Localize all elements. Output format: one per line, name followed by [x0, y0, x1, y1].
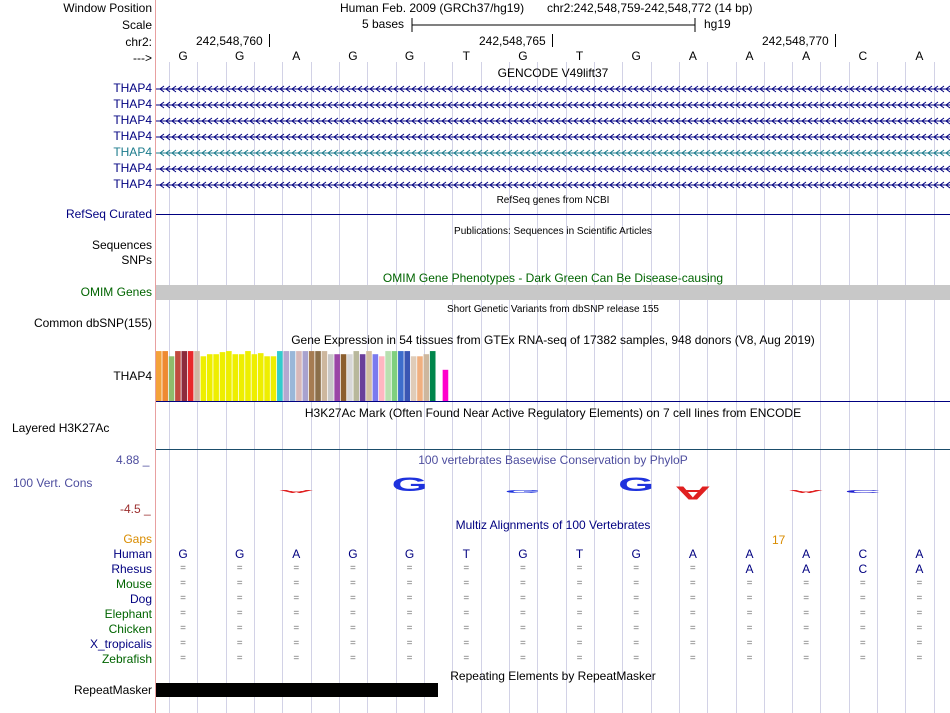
multiz-base: A	[745, 562, 754, 576]
gtex-tissue-bar[interactable]	[169, 356, 175, 401]
multiz-base: =	[803, 593, 810, 604]
multiz-base: =	[689, 653, 696, 664]
multiz-base: =	[406, 578, 413, 589]
gtex-tissue-bar[interactable]	[309, 351, 315, 401]
gtex-tissue-bar[interactable]	[188, 351, 194, 401]
scale-bar	[410, 16, 700, 34]
gencode-title: GENCODE V49lift37	[497, 66, 609, 80]
multiz-base: =	[519, 608, 526, 619]
multiz-base: =	[180, 593, 186, 604]
multiz-base: =	[633, 563, 640, 574]
multiz-base: =	[803, 623, 810, 634]
gtex-tissue-bar[interactable]	[201, 356, 207, 401]
multiz-base: =	[180, 653, 186, 664]
multiz-base: G	[631, 547, 641, 561]
gtex-tissue-bar[interactable]	[207, 354, 213, 401]
sequence-base: A	[915, 49, 924, 63]
multiz-base: =	[406, 593, 413, 604]
multiz-base: =	[916, 653, 923, 664]
multiz-species-label[interactable]: Chicken	[108, 622, 152, 636]
gtex-tissue-bar[interactable]	[162, 351, 168, 401]
multiz-base: =	[746, 578, 753, 589]
gencode-transcript-label[interactable]: THAP4	[113, 97, 152, 111]
multiz-base: =	[689, 563, 696, 574]
multiz-base: =	[803, 578, 810, 589]
publications-snps-label[interactable]: SNPs	[121, 253, 152, 267]
gtex-tissue-bar[interactable]	[341, 354, 347, 401]
gtex-label[interactable]: THAP4	[113, 369, 152, 383]
multiz-base: =	[463, 608, 470, 619]
multiz-base: T	[575, 547, 584, 561]
multiz-base: =	[519, 653, 526, 664]
gtex-tissue-bar[interactable]	[220, 352, 226, 401]
gtex-tissue-bar[interactable]	[360, 354, 366, 401]
gtex-tissue-bar[interactable]	[290, 351, 296, 401]
gap-count: 17	[772, 533, 786, 547]
sequence-base: T	[462, 49, 470, 63]
multiz-base: =	[859, 593, 866, 604]
multiz-species-label[interactable]: Human	[113, 547, 152, 561]
refseq-label[interactable]: RefSeq Curated	[65, 207, 152, 221]
omim-feature-bar[interactable]	[156, 285, 950, 300]
multiz-base: C	[858, 562, 868, 576]
scale-label: Scale	[121, 18, 152, 32]
multiz-base: =	[463, 623, 470, 634]
multiz-base: =	[350, 593, 356, 604]
gencode-transcript-label[interactable]: THAP4	[113, 177, 152, 191]
phylop-base-logo: G	[504, 487, 509, 493]
gencode-transcript-label[interactable]: THAP4	[113, 145, 152, 159]
multiz-base: =	[746, 608, 753, 619]
multiz-base: =	[463, 578, 470, 589]
gtex-tissue-bar[interactable]	[366, 351, 372, 401]
phylop-base-logo: A	[278, 487, 282, 493]
multiz-base: =	[633, 638, 640, 649]
multiz-base: =	[576, 638, 583, 649]
phylop-base-logo: C	[844, 487, 849, 493]
multiz-base: =	[746, 593, 753, 604]
multiz-base: =	[746, 638, 753, 649]
chrom-label: chr2:	[125, 35, 152, 49]
gtex-tissue-bar[interactable]	[213, 354, 219, 401]
multiz-species-label[interactable]: Mouse	[115, 577, 152, 591]
coord-tick-label: 242,548,760	[196, 34, 263, 48]
multiz-base: T	[462, 547, 470, 561]
gencode-transcript-label[interactable]: THAP4	[113, 161, 152, 175]
multiz-base: G	[404, 547, 415, 561]
multiz-base: =	[293, 638, 300, 649]
publications-sequences-label[interactable]: Sequences	[91, 238, 152, 252]
multiz-base: =	[689, 578, 696, 589]
gencode-transcript-line[interactable]	[156, 163, 950, 175]
multiz-species-label[interactable]: Rhesus	[111, 562, 152, 576]
h3k27ac-baseline	[156, 449, 950, 450]
assembly-text: Human Feb. 2009 (GRCh37/hg19)	[340, 1, 525, 15]
gencode-transcript-line[interactable]	[156, 131, 950, 143]
sequence-base: A	[688, 49, 697, 63]
multiz-base: =	[293, 563, 300, 574]
multiz-base: =	[576, 608, 583, 619]
refseq-title: RefSeq genes from NCBI	[496, 195, 610, 206]
sequence-base: G	[518, 49, 528, 63]
multiz-base: =	[916, 608, 923, 619]
sequence-base: T	[575, 49, 584, 63]
multiz-base: =	[293, 653, 300, 664]
multiz-base: G	[178, 547, 188, 561]
multiz-base: =	[519, 578, 526, 589]
phylop-base-logo: G	[391, 475, 428, 496]
gtex-tissue-bar[interactable]	[347, 354, 353, 401]
phylop-base-logo: A	[788, 487, 792, 493]
phylop-label[interactable]: 100 Vert. Cons	[13, 476, 93, 490]
multiz-base: A	[688, 547, 697, 561]
multiz-base: =	[803, 608, 810, 619]
multiz-base: =	[576, 563, 583, 574]
multiz-base: A	[915, 547, 924, 561]
refseq-gene-line[interactable]	[156, 214, 950, 215]
gencode-transcript-line[interactable]	[156, 115, 950, 127]
gtex-tissue-bar[interactable]	[277, 351, 283, 401]
gtex-tissue-bar[interactable]	[398, 351, 404, 401]
multiz-base: =	[350, 608, 356, 619]
gtex-tissue-bar[interactable]	[303, 351, 309, 401]
gtex-tissue-bar[interactable]	[283, 351, 289, 401]
phylop-ymin: -4.5 _	[120, 502, 151, 516]
multiz-base: =	[406, 608, 413, 619]
multiz-base: =	[859, 638, 866, 649]
multiz-base: =	[350, 578, 356, 589]
multiz-base: =	[746, 653, 753, 664]
gtex-tissue-bar[interactable]	[264, 356, 270, 401]
gtex-bar-chart[interactable]	[156, 348, 950, 402]
multiz-base: =	[350, 623, 356, 634]
multiz-base: =	[689, 623, 696, 634]
multiz-base: =	[463, 638, 470, 649]
multiz-base: G	[348, 547, 358, 561]
sequence-base: G	[404, 49, 415, 63]
phylop-ymax: 4.88 _	[116, 453, 150, 467]
sequence-base: G	[178, 49, 188, 63]
multiz-base: =	[236, 593, 243, 604]
gtex-tissue-bar[interactable]	[379, 356, 385, 401]
multiz-base: =	[406, 638, 413, 649]
multiz-species-label[interactable]: X_tropicalis	[89, 637, 152, 651]
multiz-base: =	[463, 563, 470, 574]
gaps-label: Gaps	[123, 532, 152, 546]
multiz-title: Multiz Alignments of 100 Vertebrates	[455, 518, 651, 532]
dbsnp-title: Short Genetic Variants from dbSNP release 155	[447, 304, 659, 315]
sequence-base: G	[234, 49, 245, 63]
omim-label[interactable]: OMIM Genes	[80, 285, 152, 299]
coord-tick-label: 242,548,770	[762, 34, 829, 48]
multiz-base: A	[802, 562, 811, 576]
multiz-base: =	[463, 593, 470, 604]
multiz-base: =	[519, 563, 526, 574]
multiz-base: =	[859, 623, 866, 634]
gtex-tissue-bar[interactable]	[404, 351, 410, 401]
gtex-tissue-bar[interactable]	[385, 351, 391, 401]
gtex-tissue-bar[interactable]	[296, 351, 302, 401]
gencode-transcript-line[interactable]	[156, 147, 950, 159]
window-position-label: Window Position	[63, 1, 152, 15]
h3k27ac-label[interactable]: Layered H3K27Ac	[12, 421, 110, 435]
repeatmasker-label[interactable]: RepeatMasker	[73, 683, 152, 697]
sequence-base: A	[292, 49, 301, 63]
multiz-base: =	[293, 578, 300, 589]
phylop-title: 100 vertebrates Basewise Conservation by PhyloP	[418, 453, 688, 467]
multiz-base: =	[576, 623, 583, 634]
repeatmasker-title: Repeating Elements by RepeatMasker	[450, 669, 656, 683]
multiz-species-label[interactable]: Zebrafish	[101, 652, 152, 666]
gtex-tissue-bar[interactable]	[271, 356, 277, 401]
gtex-tissue-bar[interactable]	[328, 354, 334, 401]
multiz-base: =	[689, 638, 696, 649]
multiz-base: =	[916, 638, 923, 649]
multiz-base: =	[180, 578, 186, 589]
multiz-base: =	[293, 623, 300, 634]
gtex-tissue-bar[interactable]	[430, 351, 436, 401]
omim-title: OMIM Gene Phenotypes - Dark Green Can Be Disease-causing	[382, 271, 724, 285]
gtex-tissue-bar[interactable]	[315, 351, 321, 401]
phylop-base-logo: G	[618, 475, 655, 496]
multiz-base: =	[350, 638, 356, 649]
position-text: chr2:242,548,759-242,548,772 (14 bp)	[547, 1, 753, 15]
sequence-base: A	[802, 49, 811, 63]
multiz-base: =	[746, 623, 753, 634]
multiz-species-label[interactable]: Elephant	[104, 607, 152, 621]
multiz-base: =	[180, 638, 186, 649]
multiz-base: A	[745, 547, 754, 561]
gtex-tissue-bar[interactable]	[424, 354, 430, 401]
multiz-base: =	[180, 623, 186, 634]
multiz-base: =	[406, 653, 413, 664]
phylop-chart[interactable]	[156, 466, 950, 514]
multiz-base: =	[689, 593, 696, 604]
multiz-base: =	[180, 563, 186, 574]
multiz-base: A	[802, 547, 811, 561]
multiz-base: =	[236, 638, 243, 649]
gencode-transcript-line[interactable]	[156, 83, 950, 95]
multiz-base: =	[236, 653, 243, 664]
gtex-tissue-bar[interactable]	[392, 351, 398, 401]
multiz-base: =	[633, 593, 640, 604]
multiz-base: =	[519, 623, 526, 634]
sequence-base: G	[631, 49, 641, 63]
multiz-base: =	[859, 578, 866, 589]
multiz-base: =	[803, 638, 810, 649]
gtex-tissue-bar[interactable]	[334, 354, 340, 401]
gtex-tissue-bar[interactable]	[436, 356, 442, 401]
gtex-title: Gene Expression in 54 tissues from GTEx RNA-seq of 17382 samples, 948 donors (V8, Aug 2019)	[291, 333, 815, 347]
multiz-base: =	[859, 653, 866, 664]
multiz-base: =	[916, 578, 923, 589]
multiz-base: =	[859, 608, 866, 619]
gtex-tissue-bar[interactable]	[353, 351, 359, 401]
multiz-base: =	[463, 653, 470, 664]
multiz-base: A	[292, 547, 301, 561]
gtex-tissue-bar[interactable]	[226, 351, 232, 401]
multiz-base: C	[858, 547, 868, 561]
strand-label: --->	[133, 51, 152, 65]
multiz-base: G	[234, 547, 245, 561]
gtex-tissue-bar[interactable]	[258, 353, 264, 401]
scale-text: 5 bases	[362, 17, 405, 31]
multiz-base: =	[236, 578, 243, 589]
multiz-base: =	[803, 653, 810, 664]
sequence-base: C	[858, 49, 868, 63]
gtex-tissue-bar[interactable]	[156, 351, 162, 401]
multiz-base: =	[576, 578, 583, 589]
multiz-base: =	[633, 608, 640, 619]
gencode-transcript-label[interactable]: THAP4	[113, 129, 152, 143]
coord-tick-marks	[260, 34, 860, 48]
gencode-transcript-line[interactable]	[156, 99, 950, 111]
multiz-species-label[interactable]: Dog	[129, 592, 152, 606]
gtex-tissue-bar[interactable]	[443, 370, 449, 401]
multiz-base: =	[236, 608, 243, 619]
multiz-base: A	[915, 562, 924, 576]
phylop-base-logo: A	[674, 482, 711, 504]
multiz-base: =	[350, 653, 356, 664]
gencode-transcript-line[interactable]	[156, 179, 950, 191]
multiz-base: =	[180, 608, 186, 619]
multiz-base: =	[236, 623, 243, 634]
gtex-tissue-bar[interactable]	[373, 354, 379, 401]
multiz-base: G	[518, 547, 528, 561]
gtex-tissue-bar[interactable]	[252, 354, 258, 401]
gtex-tissue-bar[interactable]	[417, 356, 423, 401]
multiz-base: =	[236, 563, 243, 574]
multiz-base: =	[916, 623, 923, 634]
gtex-tissue-bar[interactable]	[194, 351, 200, 401]
repeatmasker-block[interactable]	[156, 683, 438, 697]
gtex-tissue-bar[interactable]	[239, 354, 245, 401]
gtex-tissue-bar[interactable]	[175, 351, 181, 401]
sequence-base: A	[745, 49, 754, 63]
gtex-tissue-bar[interactable]	[232, 354, 238, 401]
multiz-base: =	[293, 593, 300, 604]
gencode-transcript-label[interactable]: THAP4	[113, 113, 152, 127]
dbsnp-label[interactable]: Common dbSNP(155)	[33, 316, 152, 330]
multiz-base: =	[350, 563, 356, 574]
multiz-base: =	[633, 578, 640, 589]
multiz-base: =	[519, 638, 526, 649]
gencode-transcript-label[interactable]: THAP4	[113, 81, 152, 95]
gtex-tissue-bar[interactable]	[322, 351, 328, 401]
publications-title: Publications: Sequences in Scientific Articles	[454, 226, 652, 237]
multiz-base: =	[576, 593, 583, 604]
multiz-base: =	[916, 593, 923, 604]
multiz-base: =	[406, 623, 413, 634]
multiz-base: =	[293, 608, 300, 619]
multiz-base: =	[576, 653, 583, 664]
multiz-base: =	[406, 563, 413, 574]
multiz-base: =	[633, 623, 640, 634]
gtex-tissue-bar[interactable]	[245, 351, 251, 401]
gtex-gene-line	[156, 401, 950, 402]
multiz-base: =	[633, 653, 640, 664]
coord-tick-label: 242,548,765	[479, 34, 546, 48]
multiz-base: =	[519, 593, 526, 604]
sequence-base: G	[348, 49, 358, 63]
db-text: hg19	[704, 17, 731, 31]
h3k27ac-title: H3K27Ac Mark (Often Found Near Active Regulatory Elements) on 7 cell lines from ENCODE	[304, 406, 802, 420]
gtex-tissue-bar[interactable]	[411, 356, 417, 401]
multiz-base: =	[689, 608, 696, 619]
gtex-tissue-bar[interactable]	[181, 351, 187, 401]
